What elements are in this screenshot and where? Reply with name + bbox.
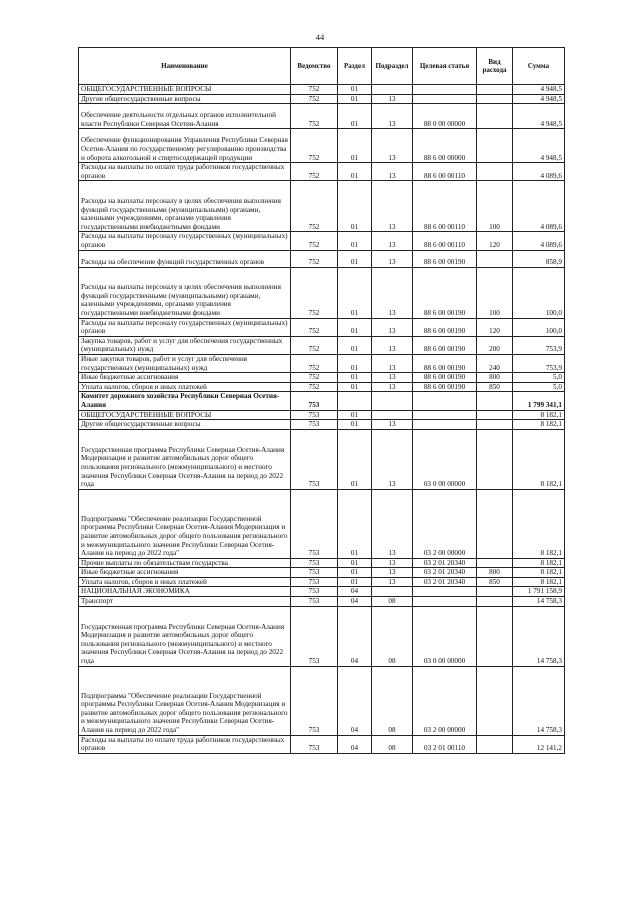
table-body — [79, 85, 565, 754]
cell-type — [477, 558, 513, 568]
table-header-row — [79, 48, 565, 85]
cell-sum: 12 141,2 — [513, 735, 565, 753]
cell-dept: 752 — [291, 354, 338, 372]
cell-target — [413, 410, 477, 420]
cell-section: 01 — [338, 94, 372, 104]
cell-name: Расходы на выплаты по оплате труда работников государственных органов — [79, 163, 291, 181]
cell-subsection: 13 — [372, 267, 413, 318]
cell-subsection: 13 — [372, 489, 413, 558]
cell-dept: 753 — [291, 429, 338, 489]
cell-dept: 752 — [291, 267, 338, 318]
table-row — [79, 232, 565, 250]
cell-section: 01 — [338, 489, 372, 558]
cell-target — [413, 85, 477, 95]
cell-subsection: 08 — [372, 606, 413, 666]
cell-name: Другие общегосударственные вопросы — [79, 420, 291, 430]
column-header-type: Вид расхода — [477, 48, 513, 85]
budget-table — [78, 47, 565, 754]
cell-section: 01 — [338, 129, 372, 163]
cell-type: 120 — [477, 318, 513, 336]
cell-subsection: 13 — [372, 232, 413, 250]
cell-target: 88 0 00 00000 — [413, 104, 477, 129]
cell-subsection: 13 — [372, 373, 413, 383]
cell-target — [413, 587, 477, 597]
cell-dept: 752 — [291, 129, 338, 163]
cell-dept: 753 — [291, 489, 338, 558]
cell-subsection: 13 — [372, 318, 413, 336]
table-row — [79, 163, 565, 181]
cell-sum: 100,0 — [513, 267, 565, 318]
cell-dept: 752 — [291, 94, 338, 104]
table-row — [79, 558, 565, 568]
cell-target: 03 2 01 20340 — [413, 568, 477, 578]
cell-dept: 753 — [291, 735, 338, 753]
cell-section: 04 — [338, 666, 372, 735]
cell-dept: 752 — [291, 373, 338, 383]
cell-name: Транспорт — [79, 597, 291, 607]
cell-type: 200 — [477, 336, 513, 354]
table-row — [79, 429, 565, 489]
table-row — [79, 336, 565, 354]
cell-subsection: 13 — [372, 94, 413, 104]
cell-type — [477, 606, 513, 666]
cell-subsection: 08 — [372, 735, 413, 753]
cell-sum: 8 182,1 — [513, 568, 565, 578]
cell-section: 01 — [338, 410, 372, 420]
column-header-dept: Ведомство — [291, 48, 338, 85]
table-row — [79, 597, 565, 607]
table-row — [79, 577, 565, 587]
cell-sum: 5,0 — [513, 373, 565, 383]
cell-target — [413, 597, 477, 607]
cell-type — [477, 104, 513, 129]
cell-sum: 8 182,1 — [513, 558, 565, 568]
cell-type: 850 — [477, 382, 513, 392]
table-row — [79, 382, 565, 392]
cell-section: 04 — [338, 735, 372, 753]
cell-section: 04 — [338, 597, 372, 607]
cell-dept: 753 — [291, 568, 338, 578]
cell-subsection: 13 — [372, 163, 413, 181]
column-header-target: Целевая статья — [413, 48, 477, 85]
table-row — [79, 85, 565, 95]
cell-sum: 4 948,5 — [513, 104, 565, 129]
cell-target: 03 2 00 00000 — [413, 489, 477, 558]
table-row — [79, 104, 565, 129]
cell-sum: 8 182,1 — [513, 420, 565, 430]
cell-type: 120 — [477, 232, 513, 250]
column-header-subsection: Подраздел — [372, 48, 413, 85]
cell-name: Обеспечение деятельности отдельных органов исполнительной власти Республики Северная Осетия-Алания — [79, 104, 291, 129]
cell-name: Другие общегосударственные вопросы — [79, 94, 291, 104]
cell-subsection: 13 — [372, 577, 413, 587]
cell-name: Государственная программа Республики Северная Осетия-Алания Модернизация и развитие автомобильных дорог общего пользования регионального (межмуниципального) и местного значения Республики Северная Осетия-Алания на период до 2022 года — [79, 429, 291, 489]
cell-target: 88 6 00 00000 — [413, 129, 477, 163]
cell-dept: 752 — [291, 163, 338, 181]
cell-section: 01 — [338, 568, 372, 578]
cell-dept: 753 — [291, 558, 338, 568]
column-header-section: Раздел — [338, 48, 372, 85]
cell-type — [477, 410, 513, 420]
table-row — [79, 392, 565, 410]
cell-type — [477, 666, 513, 735]
table-row — [79, 735, 565, 753]
cell-sum: 4 089,6 — [513, 232, 565, 250]
table-row — [79, 410, 565, 420]
cell-name: Иные бюджетные ассигнования — [79, 568, 291, 578]
cell-type: 100 — [477, 181, 513, 232]
cell-type — [477, 163, 513, 181]
table-row — [79, 420, 565, 430]
cell-name: НАЦИОНАЛЬНАЯ ЭКОНОМИКА — [79, 587, 291, 597]
cell-section: 01 — [338, 232, 372, 250]
cell-target: 88 6 00 00110 — [413, 232, 477, 250]
cell-target: 03 2 01 00110 — [413, 735, 477, 753]
cell-target — [413, 420, 477, 430]
cell-sum: 4 089,6 — [513, 181, 565, 232]
cell-subsection: 13 — [372, 250, 413, 267]
cell-sum: 1 799 341,1 — [513, 392, 565, 410]
cell-sum: 8 182,1 — [513, 489, 565, 558]
cell-name: Расходы на выплаты персоналу в целях обеспечения выполнения функций государственными (муниципальными) органами, казенными учреждениями, органами управления государственными внебюджетными фондами — [79, 267, 291, 318]
table-row — [79, 94, 565, 104]
cell-target: 88 6 00 00190 — [413, 250, 477, 267]
cell-section: 04 — [338, 587, 372, 597]
cell-type: 100 — [477, 267, 513, 318]
cell-sum: 14 758,3 — [513, 606, 565, 666]
cell-name: Иные бюджетные ассигнования — [79, 373, 291, 383]
cell-sum: 4 948,5 — [513, 94, 565, 104]
cell-type — [477, 85, 513, 95]
cell-section: 01 — [338, 420, 372, 430]
cell-subsection — [372, 410, 413, 420]
cell-section: 04 — [338, 606, 372, 666]
cell-name: Обеспечение функционирования Управления Республики Северная Осетия-Алания по государственному регулированию производства и оборота алкогольной и спиртосодержащей продукции — [79, 129, 291, 163]
cell-target: 03 0 00 00000 — [413, 606, 477, 666]
cell-name: Расходы на выплаты персоналу государственных (муниципальных) органов — [79, 232, 291, 250]
cell-dept: 753 — [291, 577, 338, 587]
cell-target: 03 2 00 00000 — [413, 666, 477, 735]
table-row — [79, 666, 565, 735]
cell-target: 03 2 01 20340 — [413, 558, 477, 568]
cell-section: 01 — [338, 354, 372, 372]
cell-name: Уплата налогов, сборов и иных платежей — [79, 382, 291, 392]
cell-sum: 14 758,3 — [513, 666, 565, 735]
cell-type — [477, 250, 513, 267]
cell-subsection — [372, 85, 413, 95]
cell-dept: 753 — [291, 587, 338, 597]
cell-sum: 100,0 — [513, 318, 565, 336]
cell-subsection: 13 — [372, 382, 413, 392]
cell-name: Расходы на выплаты персоналу в целях обеспечения выполнения функций государственными (муниципальными) органами, казенными учреждениями, органами управления государственными внебюджетными фондами — [79, 181, 291, 232]
cell-type — [477, 489, 513, 558]
cell-subsection: 13 — [372, 336, 413, 354]
cell-type — [477, 735, 513, 753]
cell-target: 88 6 00 00190 — [413, 373, 477, 383]
page-number: 44 — [315, 32, 325, 42]
cell-sum: 8 182,1 — [513, 410, 565, 420]
cell-sum: 5,0 — [513, 382, 565, 392]
cell-name: Подпрограмма "Обеспечение реализации Государственной программы Республики Северная Осетия-Алания Модернизация и развитие автомобильных дорог общего пользования регионального и межмуниципального значения Республики Северная Осетия-Алания на период до 2022 года" — [79, 489, 291, 558]
cell-target: 88 6 00 00190 — [413, 267, 477, 318]
cell-target: 88 6 00 00190 — [413, 354, 477, 372]
cell-section: 01 — [338, 577, 372, 587]
cell-dept: 752 — [291, 382, 338, 392]
cell-section: 01 — [338, 267, 372, 318]
cell-type — [477, 429, 513, 489]
cell-name: Прочие выплаты по обязательствам государства — [79, 558, 291, 568]
cell-section: 01 — [338, 382, 372, 392]
cell-target: 88 6 00 00110 — [413, 181, 477, 232]
table-row — [79, 129, 565, 163]
cell-section — [338, 392, 372, 410]
cell-subsection: 13 — [372, 558, 413, 568]
cell-name: Закупка товаров, работ и услуг для обеспечения государственных (муниципальных) нужд — [79, 336, 291, 354]
cell-dept: 753 — [291, 597, 338, 607]
cell-section: 01 — [338, 429, 372, 489]
cell-dept: 752 — [291, 85, 338, 95]
cell-target: 03 2 01 20340 — [413, 577, 477, 587]
cell-subsection — [372, 392, 413, 410]
column-header-name: Наименование — [79, 48, 291, 85]
cell-subsection: 13 — [372, 429, 413, 489]
cell-dept: 752 — [291, 181, 338, 232]
cell-dept: 753 — [291, 666, 338, 735]
cell-type — [477, 597, 513, 607]
cell-subsection: 13 — [372, 104, 413, 129]
cell-name: ОБЩЕГОСУДАРСТВЕННЫЕ ВОПРОСЫ — [79, 410, 291, 420]
cell-name: Государственная программа Республики Северная Осетия-Алания Модернизация и развитие автомобильных дорог общего пользования регионального (межмуниципального) и местного значения Республики Северная Осетия-Алания на период до 2022 года — [79, 606, 291, 666]
cell-section: 01 — [338, 181, 372, 232]
cell-target — [413, 94, 477, 104]
cell-section: 01 — [338, 318, 372, 336]
table-row — [79, 181, 565, 232]
cell-dept: 752 — [291, 232, 338, 250]
column-header-sum: Сумма — [513, 48, 565, 85]
cell-name: Расходы на выплаты персоналу государственных (муниципальных) органов — [79, 318, 291, 336]
table-row — [79, 250, 565, 267]
cell-target: 03 0 00 00000 — [413, 429, 477, 489]
cell-sum: 4 089,6 — [513, 163, 565, 181]
cell-target: 88 6 00 00190 — [413, 318, 477, 336]
cell-name: Расходы на выплаты по оплате труда работников государственных органов — [79, 735, 291, 753]
cell-dept: 752 — [291, 250, 338, 267]
cell-type — [477, 392, 513, 410]
cell-dept: 752 — [291, 104, 338, 129]
cell-section: 01 — [338, 373, 372, 383]
cell-subsection — [372, 587, 413, 597]
cell-sum: 8 182,1 — [513, 577, 565, 587]
cell-sum: 858,9 — [513, 250, 565, 267]
cell-dept: 752 — [291, 318, 338, 336]
cell-section: 01 — [338, 104, 372, 129]
table-row — [79, 373, 565, 383]
cell-section: 01 — [338, 558, 372, 568]
cell-subsection: 13 — [372, 181, 413, 232]
cell-target: 88 6 00 00190 — [413, 336, 477, 354]
table-row — [79, 354, 565, 372]
cell-section: 01 — [338, 85, 372, 95]
cell-name: ОБЩЕГОСУДАРСТВЕННЫЕ ВОПРОСЫ — [79, 85, 291, 95]
cell-type — [477, 420, 513, 430]
cell-dept: 753 — [291, 392, 338, 410]
cell-sum: 4 948,5 — [513, 129, 565, 163]
cell-section: 01 — [338, 163, 372, 181]
cell-type: 850 — [477, 577, 513, 587]
cell-target: 88 6 00 00190 — [413, 382, 477, 392]
cell-type — [477, 94, 513, 104]
cell-sum: 14 758,3 — [513, 597, 565, 607]
cell-name: Расходы на обеспечение функций государственных органов — [79, 250, 291, 267]
cell-dept: 752 — [291, 336, 338, 354]
cell-target: 88 6 00 00110 — [413, 163, 477, 181]
cell-subsection: 13 — [372, 420, 413, 430]
cell-subsection: 13 — [372, 129, 413, 163]
cell-type — [477, 587, 513, 597]
cell-sum: 4 948,5 — [513, 85, 565, 95]
table-row — [79, 318, 565, 336]
cell-sum: 1 791 158,9 — [513, 587, 565, 597]
cell-section: 01 — [338, 250, 372, 267]
cell-type: 240 — [477, 354, 513, 372]
cell-sum: 753,9 — [513, 336, 565, 354]
cell-name: Подпрограмма "Обеспечение реализации Государственной программы Республики Северная Осетия-Алания Модернизация и развитие автомобильных дорог общего пользования регионального и межмуниципального значения Республики Северная Осетия-Алания на период до 2022 года" — [79, 666, 291, 735]
cell-sum: 753,9 — [513, 354, 565, 372]
cell-dept: 753 — [291, 420, 338, 430]
table-row — [79, 489, 565, 558]
cell-name: Уплата налогов, сборов и иных платежей — [79, 577, 291, 587]
cell-dept: 753 — [291, 606, 338, 666]
table-row — [79, 606, 565, 666]
table-row — [79, 568, 565, 578]
cell-type — [477, 129, 513, 163]
cell-subsection: 08 — [372, 666, 413, 735]
cell-name: Иные закупки товаров, работ и услуг для обеспечения государственных (муниципальных) нужд — [79, 354, 291, 372]
cell-subsection: 13 — [372, 568, 413, 578]
cell-section: 01 — [338, 336, 372, 354]
cell-dept: 753 — [291, 410, 338, 420]
cell-subsection: 08 — [372, 597, 413, 607]
cell-name: Комитет дорожного хозяйства Республики Северная Осетия-Алания — [79, 392, 291, 410]
cell-sum: 8 182,1 — [513, 429, 565, 489]
cell-target — [413, 392, 477, 410]
table-row — [79, 267, 565, 318]
cell-type: 800 — [477, 568, 513, 578]
table-row — [79, 587, 565, 597]
cell-subsection: 13 — [372, 354, 413, 372]
cell-type: 800 — [477, 373, 513, 383]
